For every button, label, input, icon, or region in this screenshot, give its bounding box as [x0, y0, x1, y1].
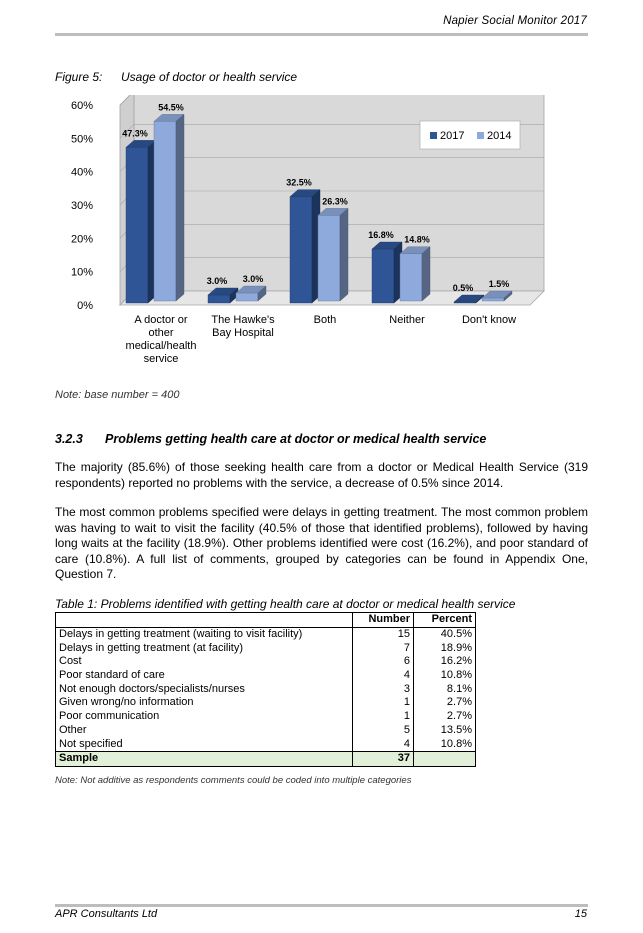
- row-number: 4: [353, 737, 414, 751]
- data-label-2014: 3.0%: [242, 274, 264, 284]
- row-number: 1: [353, 696, 414, 710]
- bar-2017: [208, 295, 230, 303]
- row-number: 5: [353, 724, 414, 738]
- row-percent: 16.2%: [414, 655, 476, 669]
- bar-2014: [154, 121, 176, 301]
- row-percent: 18.9%: [414, 641, 476, 655]
- x-category-label: Bay Hospital: [212, 327, 274, 339]
- row-category: Cost: [59, 655, 82, 668]
- sample-percent: [414, 751, 476, 766]
- table-header-percent: Percent: [414, 613, 476, 628]
- row-category: Not specified: [59, 737, 123, 750]
- row-percent: 2.7%: [414, 696, 476, 710]
- data-label-2017: 16.8%: [368, 230, 394, 240]
- table-note: Note: Not additive as respondents comments could be coded into multiple categories: [55, 775, 412, 786]
- row-category: Poor communication: [59, 710, 160, 723]
- section-heading: [55, 432, 486, 446]
- row-number: 6: [353, 655, 414, 669]
- row-category: Other: [59, 723, 87, 736]
- row-percent: 2.7%: [414, 710, 476, 724]
- bar-2017: [126, 147, 148, 303]
- table-caption: Table 1: Problems identified with getting health care at doctor or medical health service: [55, 597, 516, 611]
- bar-side-2014: [176, 114, 184, 301]
- row-percent: 8.1%: [414, 682, 476, 696]
- footer-rule: [55, 904, 588, 907]
- header-rule: [55, 33, 588, 36]
- row-percent: 13.5%: [414, 724, 476, 738]
- y-tick-label: 40%: [70, 166, 93, 179]
- bar-2014: [318, 215, 340, 301]
- bar-chart: [50, 95, 595, 385]
- row-category: Delays in getting treatment (waiting to visit facility): [59, 628, 303, 641]
- section-number: 3.2.3: [55, 432, 83, 446]
- row-percent: 10.8%: [414, 669, 476, 683]
- footer-company: APR Consultants Ltd: [55, 908, 158, 920]
- table-row: [56, 627, 476, 641]
- data-label-2014: 1.5%: [488, 279, 510, 289]
- row-number: 3: [353, 682, 414, 696]
- legend-swatch-2014: [477, 132, 484, 139]
- x-category-label: Don't know: [461, 314, 517, 326]
- figure-caption: [55, 70, 297, 84]
- bar-2014: [482, 298, 504, 301]
- x-category-label: A doctor or: [134, 314, 188, 326]
- legend-label: 2014: [487, 130, 512, 142]
- table-header-row: [56, 613, 476, 628]
- data-label-2017: 0.5%: [452, 283, 474, 293]
- paragraph-1: The majority (85.6%) of those seeking health care from a doctor or Medical Health Service (319 respondents) reported no problems with the service, a decrease of 0.5% since 2014.: [55, 460, 588, 490]
- figure-title: Usage of doctor or health service: [121, 70, 298, 84]
- row-category: Poor standard of care: [59, 669, 165, 682]
- problems-table: [55, 612, 476, 767]
- x-category-label: other: [148, 327, 174, 339]
- bar-2017: [290, 197, 312, 303]
- section-title: Problems getting health care at doctor or medical health service: [105, 432, 487, 446]
- running-header: Napier Social Monitor 2017: [443, 15, 587, 27]
- data-label-2017: 3.0%: [206, 276, 228, 286]
- row-category: Given wrong/no information: [59, 696, 194, 709]
- y-tick-label: 30%: [70, 200, 93, 212]
- row-number: 4: [353, 669, 414, 683]
- row-category: Delays in getting treatment (at facility): [59, 641, 244, 654]
- table-row: [56, 696, 476, 710]
- table-row: [56, 724, 476, 738]
- sample-number: 37: [353, 751, 414, 766]
- x-category-label: The Hawke's: [211, 314, 275, 326]
- bar-side-2014: [340, 208, 348, 301]
- data-label-2014: 14.8%: [404, 234, 430, 245]
- data-label-2017: 32.5%: [286, 177, 312, 188]
- paragraph-2: The most common problems specified were delays in getting treatment. The most common problem was having to wait to visit the facility (40.5% of those that identified problems), followed by having long waits at the facility (18.9%). Other problems identified were cost (16.2%), and poor standard of care (10.8%). A full list of comments, grouped by categories can be found in Appendix One, Question 7.: [55, 505, 588, 581]
- y-tick-label: 20%: [70, 233, 93, 246]
- row-percent: 10.8%: [414, 737, 476, 751]
- y-tick-label: 60%: [70, 100, 93, 112]
- page-number: 15: [574, 908, 587, 920]
- bar-2014: [400, 254, 422, 301]
- y-tick-label: 10%: [70, 266, 93, 279]
- chart-note: Note: base number = 400: [55, 389, 180, 401]
- y-tick-label: 0%: [77, 300, 93, 312]
- bar-side-2014: [422, 247, 430, 301]
- table-row: [56, 682, 476, 696]
- legend-label: 2017: [440, 130, 465, 142]
- chart-container: [50, 95, 595, 385]
- table-row: [56, 737, 476, 751]
- legend-swatch-2017: [430, 132, 437, 139]
- table-header-category: [56, 613, 353, 628]
- data-label-2014: 26.3%: [322, 196, 348, 207]
- table-header-number: Number: [353, 613, 414, 628]
- x-category-label: medical/health: [125, 340, 197, 352]
- table-row: [56, 710, 476, 724]
- table-sample-row: [56, 751, 476, 766]
- bar-2014: [236, 293, 258, 301]
- x-category-label: Neither: [389, 314, 425, 326]
- row-number: 7: [353, 641, 414, 655]
- sample-label: Sample: [56, 751, 353, 766]
- data-label-2014: 54.5%: [158, 102, 184, 113]
- row-number: 1: [353, 710, 414, 724]
- bar-2017: [372, 249, 394, 303]
- row-number: 15: [353, 627, 414, 641]
- x-category-label: Both: [313, 314, 337, 326]
- row-category: Not enough doctors/specialists/nurses: [59, 682, 245, 695]
- data-label-2017: 47.3%: [122, 128, 148, 139]
- x-category-label: service: [143, 353, 179, 365]
- table-row: [56, 669, 476, 683]
- figure-number: Figure 5:: [55, 70, 103, 84]
- table-row: [56, 655, 476, 669]
- y-tick-label: 50%: [70, 133, 93, 146]
- table-row: [56, 641, 476, 655]
- row-percent: 40.5%: [414, 627, 476, 641]
